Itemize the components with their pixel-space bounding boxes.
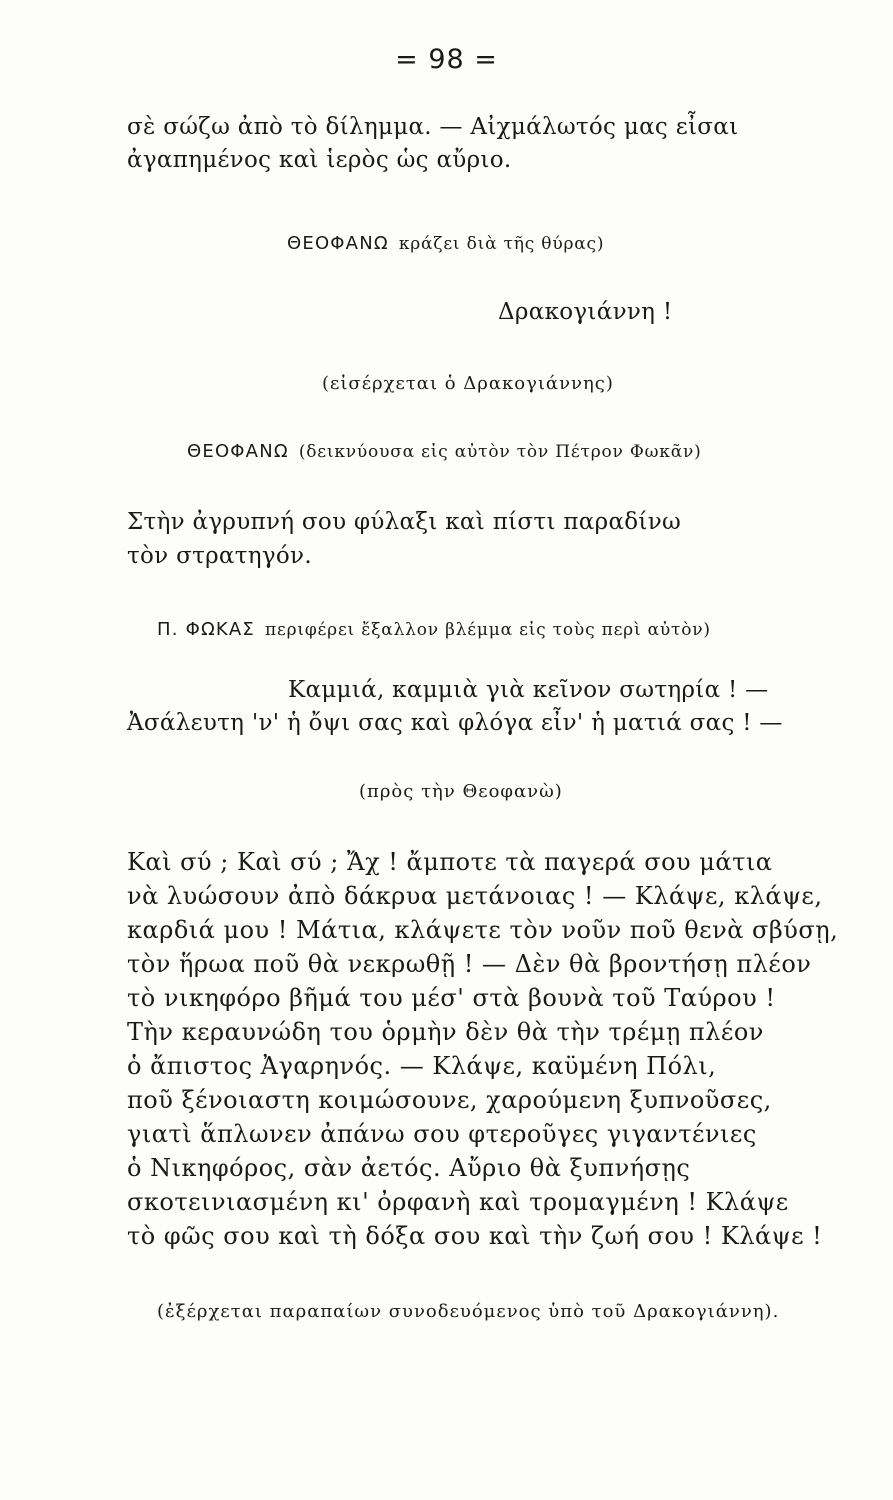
speaker-name: Π. ΦΩΚΑΣ	[157, 619, 255, 640]
speech-line: Καμμιά, καμμιὰ γιὰ κεῖνον σωτηρία ! —	[288, 677, 769, 703]
monologue-line: τὸ νικηφόρο βῆμά του μέσ' στὰ βουνὰ τοῦ Ταύρου !	[127, 984, 776, 1012]
monologue-line: καρδιά μου ! Μάτια, κλάψετε τὸν νοῦν ποῦ θενὰ σβύσῃ,	[127, 916, 839, 944]
speech-line: Δρακογιάννη !	[498, 299, 673, 325]
monologue-line: Καὶ σύ ; Καὶ σύ ; Ἄχ ! ἄμποτε τὰ παγερά σου μάτια	[127, 848, 773, 876]
text-line: ἀγαπημένος καὶ ἱερὸς ὡς αὔριο.	[127, 147, 512, 173]
text-line: σὲ σώζω ἀπὸ τὸ δίλημμα. — Αἰχμάλωτός μας εἶσαι	[127, 114, 739, 140]
stage-direction: κράζει διὰ τῆς θύρας)	[398, 234, 605, 254]
monologue-line: τὸν ἥρωα ποῦ θὰ νεκρωθῇ ! — Δὲν θὰ βροντήσῃ πλέον	[127, 950, 812, 978]
speech-line: Ἀσάλευτη 'ν' ἡ ὄψι σας καὶ φλόγα εἶν' ἡ ματιά σας ! —	[127, 710, 783, 736]
speaker-name: ΘΕΟΦΑΝΩ	[187, 441, 289, 462]
speech-line: Στὴν ἀγρυπνή σου φύλαξι καὶ πίστι παραδίνω	[127, 509, 682, 535]
monologue-line: τὸ φῶς σου καὶ τὴ δόξα σου καὶ τὴν ζωή σου ! Κλάψε !	[127, 1222, 823, 1250]
monologue-line: γιατὶ ἅπλωνεν ἀπάνω σου φτεροῦγες γιγαντένιες	[127, 1120, 757, 1148]
monologue-line: ποῦ ξένοιαστη κοιμώσουνε, χαρούμενη ξυπνοῦσες,	[127, 1086, 772, 1114]
speaker-cue	[287, 228, 604, 258]
stage-direction: (πρὸς τὴν Θεοφανὼ)	[359, 781, 563, 802]
monologue-line: νὰ λυώσουν ἀπὸ δάκρυα μετάνοιας ! — Κλάψε, κλάψε,	[127, 882, 823, 910]
monologue-line: Τὴν κεραυνώδη του ὁρμὴν δὲν θὰ τὴν τρέμῃ πλέον	[127, 1018, 764, 1046]
speech-line: τὸν στρατηγόν.	[127, 543, 312, 569]
speaker-cue	[157, 614, 711, 644]
monologue-line: σκοτεινιασμένη κι' ὀρφανὴ καὶ τρομαγμένη ! Κλάψε	[127, 1188, 789, 1216]
stage-direction: (δεικνύουσα εἰς αὐτὸν τὸν Πέτρον Φωκᾶν)	[298, 442, 702, 462]
monologue-line: ὁ Νικηφόρος, σὰν ἀετός. Αὔριο θὰ ξυπνήσῃς	[127, 1154, 691, 1182]
monologue-line: ὁ ἄπιστος Ἀγαρηνός. — Κλάψε, καϋμένη Πόλι,	[127, 1052, 717, 1080]
speaker-name: ΘΕΟΦΑΝΩ	[287, 233, 389, 254]
speaker-cue	[187, 436, 702, 466]
page-number: = 98 =	[395, 44, 498, 75]
stage-direction: περιφέρει ἔξαλλον βλέμμα εἰς τοὺς περὶ αὐτὸν)	[265, 620, 711, 640]
stage-direction: (ἐξέρχεται παραπαίων συνοδευόμενος ὑπὸ τοῦ Δρακογιάννη).	[157, 1301, 780, 1322]
stage-direction: (εἰσέρχεται ὁ Δρακογιάννης)	[322, 373, 614, 394]
